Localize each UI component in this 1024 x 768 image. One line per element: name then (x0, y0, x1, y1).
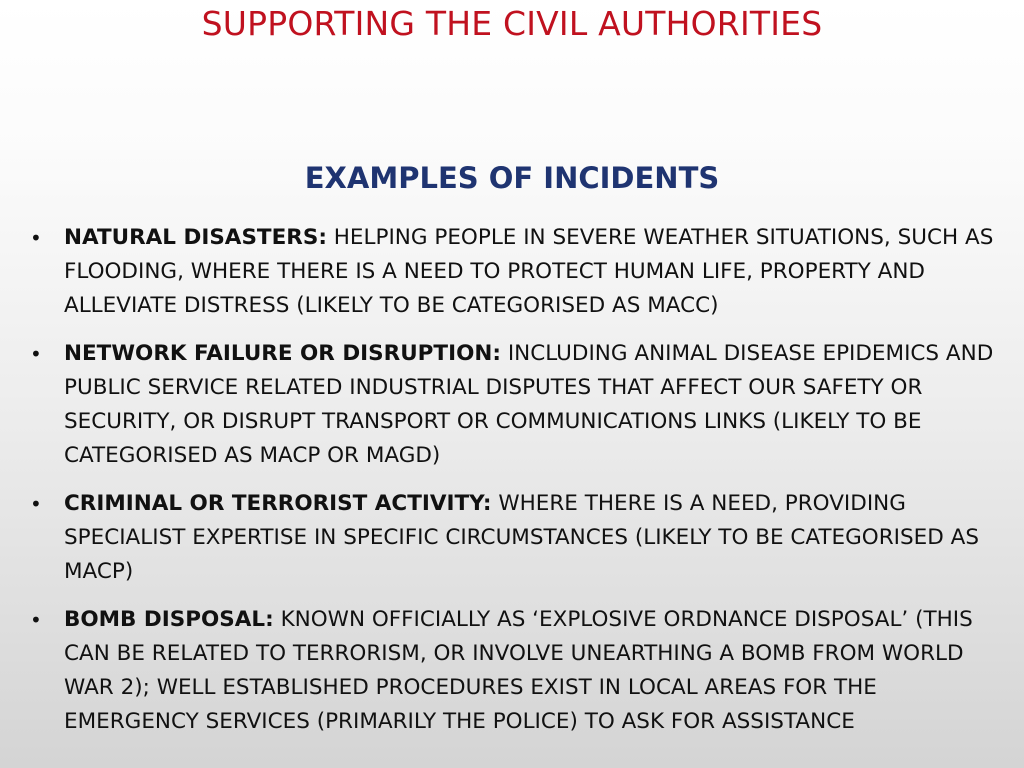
bullet-icon: • (30, 608, 42, 632)
bullet-icon: • (30, 226, 42, 250)
bullet-text: HELPING PEOPLE IN SEVERE WEATHER SITUATIONS, SUCH AS FLOODING, WHERE THERE IS A NEED TO PROTECT HUMAN LIFE, PROPERTY AND ALLEVIATE DISTRESS (LIKELY TO BE CATEGORISED AS MACC) (64, 225, 994, 318)
bullet-text: WHERE THERE IS A NEED, PROVIDING SPECIALIST EXPERTISE IN SPECIFIC CIRCUMSTANCES (LIKELY TO BE CATEGORISED AS MACP) (64, 491, 979, 584)
bullet-text: INCLUDING ANIMAL DISEASE EPIDEMICS AND PUBLIC SERVICE RELATED INDUSTRIAL DISPUTES THAT AFFECT OUR SAFETY OR SECURITY, OR DISRUPT TRANSPORT OR COMMUNICATIONS LINKS (LIKELY TO BE CATEGORISED AS MACP OR MAGD) (64, 341, 994, 468)
incident-list (0, 221, 1024, 739)
bullet-icon: • (30, 492, 42, 516)
list-item-criminal-terrorist (0, 487, 994, 589)
bullet-term: NATURAL DISASTERS: (64, 225, 327, 250)
slide-title: SUPPORTING THE CIVIL AUTHORITIES (201, 4, 823, 43)
bullet-icon: • (30, 342, 42, 366)
list-item-natural-disasters (0, 221, 994, 323)
bullet-term: NETWORK FAILURE OR DISRUPTION: (64, 341, 501, 366)
bullet-text: KNOWN OFFICIALLY AS ‘EXPLOSIVE ORDNANCE DISPOSAL’ (THIS CAN BE RELATED TO TERRORISM, OR INVOLVE UNEARTHING A BOMB FROM WORLD WAR 2); WELL ESTABLISHED PROCEDURES EXIST IN LOCAL AREAS FOR THE EMERGENCY SERVICES (PRIMARILY THE POLICE) TO ASK FOR ASSISTANCE (64, 607, 973, 734)
section-heading: EXAMPLES OF INCIDENTS (304, 161, 720, 195)
bullet-term: CRIMINAL OR TERRORIST ACTIVITY: (64, 491, 492, 516)
list-item-bomb-disposal (0, 603, 994, 739)
list-item-network-failure (0, 337, 994, 473)
bullet-term: BOMB DISPOSAL: (64, 607, 274, 632)
